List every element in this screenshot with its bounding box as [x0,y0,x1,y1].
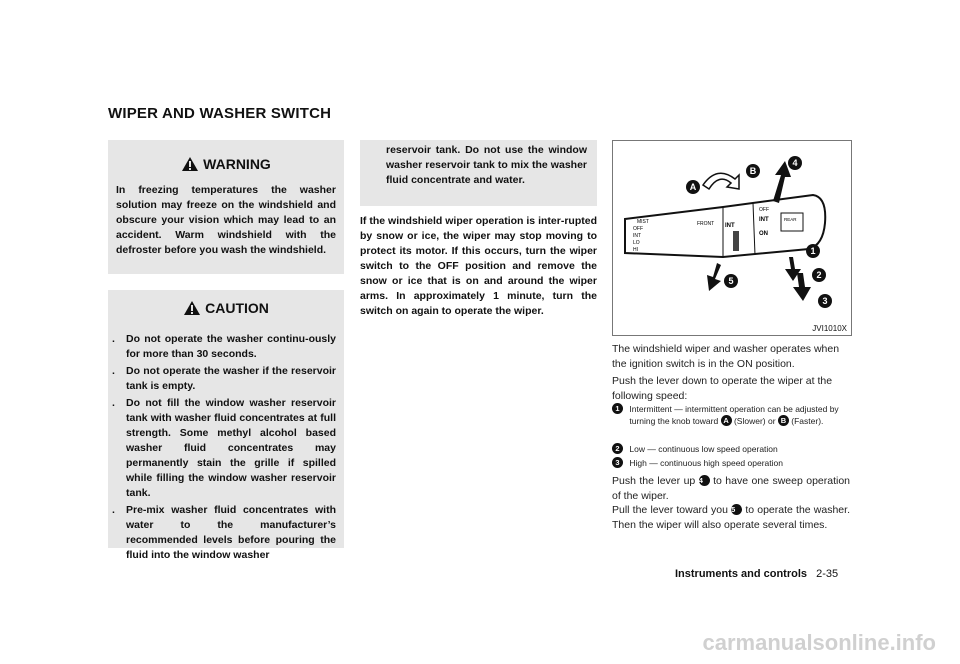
middle-paragraph: If the windshield wiper operation is inter-rupted by snow or ice, the wiper may stop moving to protect its motor. If this occurs, turn the wiper switch to the OFF position and remove the snow or ice that is on and around the wiper arms. In approximately 1 minute, turn the switch on again to operate the wiper. [360,215,597,317]
caution-heading: CAUTION [205,300,269,316]
caution-triangle-icon [183,300,201,316]
knob-mark: OFF [633,226,643,232]
speed-item-2: 2 Low — continuous low speed operation [612,443,850,455]
list-item: . Pre-mix washer fluid concentrates with water to the manufacturer’s recommended levels before pouring the fluid into the window washer [112,504,336,561]
speed-item-3: 3 High — continuous high speed operation [612,457,850,469]
right-paragraph-2: Push the lever down to operate the wiper at the following speed: [612,375,833,402]
callout-5: 5 [728,276,734,286]
warning-triangle-icon [181,156,199,172]
footer-section: Instruments and controls [675,568,808,580]
callout-b-icon: B [778,415,789,426]
callout-a: A [689,182,697,192]
callout-b: B [749,166,757,176]
lever-text: OFF [759,207,769,213]
list-item: . Do not fill the window washer reservoir tank with washer fluid concentrates at full strength. Some methyl alcohol based washer fluid concentrates may permanently stain the grille if spilled while filling the window washer reservoir tank. [112,397,336,499]
callout-3: 3 [822,296,828,306]
caution-list [110,332,336,565]
knob-mark: LO [633,240,640,246]
list-item: . Do not operate the washer if the reservoir tank is empty. [112,365,336,392]
lever-text: REAR [784,217,797,222]
warning-box [108,140,344,274]
knob-mark: MIST [637,219,649,225]
section-title: WIPER AND WASHER SWITCH [108,105,332,122]
callout-2: 2 [816,270,822,280]
wiper-switch-figure [612,140,852,336]
callout-1-icon: 1 [612,403,623,414]
right-paragraph-1: The windshield wiper and washer operates when the ignition switch is in the ON position. [612,343,840,370]
watermark: carmanualsonline.info [702,630,936,655]
callout-2-icon: 2 [612,443,623,454]
knob-mark: INT [633,233,642,239]
caution-continuation-text: reservoir tank. Do not use the window washer reservoir tank to mix the washer fluid concentrate and water. [386,144,587,186]
speed-item-1: 1 Intermittent — intermittent operation can be adjusted by turning the knob toward A (Slower) or B (Faster). [612,403,850,427]
lever-text: INT [759,217,769,223]
callout-1: 1 [810,246,816,256]
warning-heading-row [108,156,344,172]
callout-5-icon: 5 [731,504,742,515]
caution-continuation-box [360,140,597,206]
right-paragraph-3: Push the lever up 4 to have one sweep operation of the wiper. [612,475,851,502]
page-number: 2-35 [816,568,839,580]
page-footer [675,568,838,580]
list-item: . Do not operate the washer continu-ously for more than 30 seconds. [112,333,336,360]
caution-heading-row [108,300,344,316]
warning-heading: WARNING [203,156,271,172]
figure-code: JVI1010X [812,324,847,333]
wiper-lever-illustration [613,141,851,321]
lever-text: INT [725,223,735,229]
callout-4-icon: 4 [699,475,710,486]
knob-mark: HI [633,247,638,253]
callout-a-icon: A [721,415,732,426]
lever-text: FRONT [697,221,715,227]
callout-3-icon: 3 [612,457,623,468]
callout-4: 4 [792,158,798,168]
warning-text: In freezing temperatures the washer solution may freeze on the windshield and obscure your vision which may lead to an accident. Warm windshield with the defroster before you wash the windshield. [116,184,336,256]
caution-box [108,290,344,561]
right-paragraph-4: Pull the lever toward you 5 to operate the washer. Then the wiper will also operate several times. [612,504,850,531]
lever-text: ON [759,231,768,237]
